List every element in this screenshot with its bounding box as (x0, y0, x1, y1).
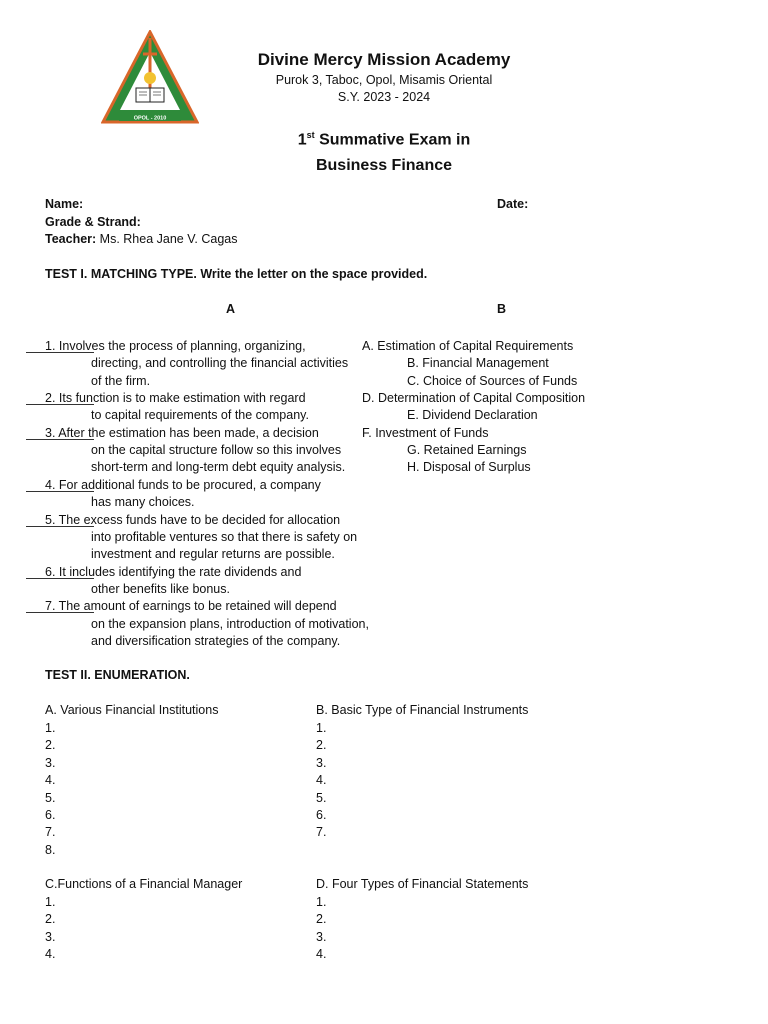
enum-item: 1. (45, 721, 56, 735)
column-a-header: A (226, 302, 236, 316)
choice-f: F. Investment of Funds (362, 425, 489, 440)
enum-item: 1. (316, 895, 327, 909)
enum-b-title: B. Basic Type of Financial Instruments (316, 703, 529, 717)
matching-item-continuation: on the expansion plans, introduction of motivation, (91, 616, 369, 631)
enum-item: 5. (316, 790, 327, 805)
enum-item: 7. (316, 825, 327, 840)
test2-heading: TEST II. ENUMERATION. (45, 668, 190, 682)
enum-item: 5. (45, 790, 56, 805)
matching-item-continuation: has many choices. (91, 495, 195, 510)
school-name: Divine Mercy Mission Academy (257, 50, 511, 69)
matching-item-7: 7. The amount of earnings to be retained will depend (45, 599, 337, 614)
enum-item: 7. (45, 825, 56, 840)
matching-item-continuation: directing, and controlling the financial activities (91, 356, 349, 371)
exam-title: 1st Summative Exam in (297, 130, 471, 149)
matching-item-3: 3. After the estimation has been made, a decision (45, 425, 319, 440)
choice-d: D. Determination of Capital Composition (362, 391, 586, 406)
enum-item: 3. (316, 755, 327, 770)
enum-item: 4. (45, 773, 56, 788)
choice-g: G. Retained Earnings (407, 443, 527, 458)
matching-item-continuation: other benefits like bonus. (91, 581, 230, 596)
choice-c: C. Choice of Sources of Funds (407, 373, 578, 388)
matching-item-1: 1. Involves the process of planning, organizing, (45, 339, 306, 353)
matching-item-5: 5. The excess funds have to be decided for allocation (45, 512, 341, 527)
matching-item-6: 6. It includes identifying the rate dividends and (45, 564, 302, 579)
enum-c-title: C.Functions of a Financial Manager (45, 877, 243, 891)
enum-item: 3. (316, 929, 327, 944)
enum-item: 4. (316, 773, 327, 788)
enum-a-title: A. Various Financial Institutions (45, 703, 219, 717)
choice-a: A. Estimation of Capital Requirements (362, 339, 574, 353)
enum-item: 2. (45, 912, 56, 927)
column-b-header: B (497, 302, 507, 316)
choice-b: B. Financial Management (407, 356, 549, 371)
enum-item: 6. (45, 808, 56, 822)
enum-item: 2. (316, 738, 327, 753)
matching-item-continuation: short-term and long-term debt equity analysis. (91, 460, 346, 475)
enum-item: 8. (45, 842, 56, 857)
matching-item-continuation: investment and regular returns are possible. (91, 547, 335, 562)
choice-e: E. Dividend Declaration (407, 408, 538, 423)
enum-item: 1. (45, 895, 56, 909)
matching-item-continuation: to capital requirements of the company. (91, 408, 309, 423)
school-address: Purok 3, Taboc, Opol, Misamis Oriental (275, 73, 493, 87)
test1-heading: TEST I. MATCHING TYPE. Write the letter on the space provided. (45, 267, 428, 281)
enum-item: 4. (45, 947, 56, 962)
date-label: Date: (497, 197, 529, 211)
name-label: Name: (45, 197, 84, 211)
enum-item: 2. (45, 738, 56, 753)
matching-item-continuation: of the firm. (91, 373, 151, 388)
enum-item: 3. (45, 755, 56, 770)
school-year: S.Y. 2023 - 2024 (337, 90, 431, 104)
choice-h: H. Disposal of Surplus (407, 460, 531, 475)
logo-bottom-text: OPOL - 2010 (133, 115, 167, 122)
enum-item: 6. (316, 808, 327, 822)
teacher-line: Teacher: Ms. Rhea Jane V. Cagas (45, 232, 238, 246)
enum-item: 3. (45, 929, 56, 944)
matching-item-2: 2. Its function is to make estimation with regard (45, 391, 306, 406)
matching-item-continuation: and diversification strategies of the company. (91, 633, 341, 648)
enum-item: 1. (316, 721, 327, 735)
enum-item: 4. (316, 947, 327, 962)
exam-subject: Business Finance (315, 157, 453, 174)
matching-item-4: 4. For additional funds to be procured, a company (45, 477, 321, 492)
enum-d-title: D. Four Types of Financial Statements (316, 877, 529, 891)
matching-item-continuation: on the capital structure follow so this involves (91, 443, 342, 458)
grade-strand-label: Grade & Strand: (45, 215, 141, 229)
matching-item-continuation: into profitable ventures so that there is safety on (91, 529, 358, 544)
enum-item: 2. (316, 912, 327, 927)
